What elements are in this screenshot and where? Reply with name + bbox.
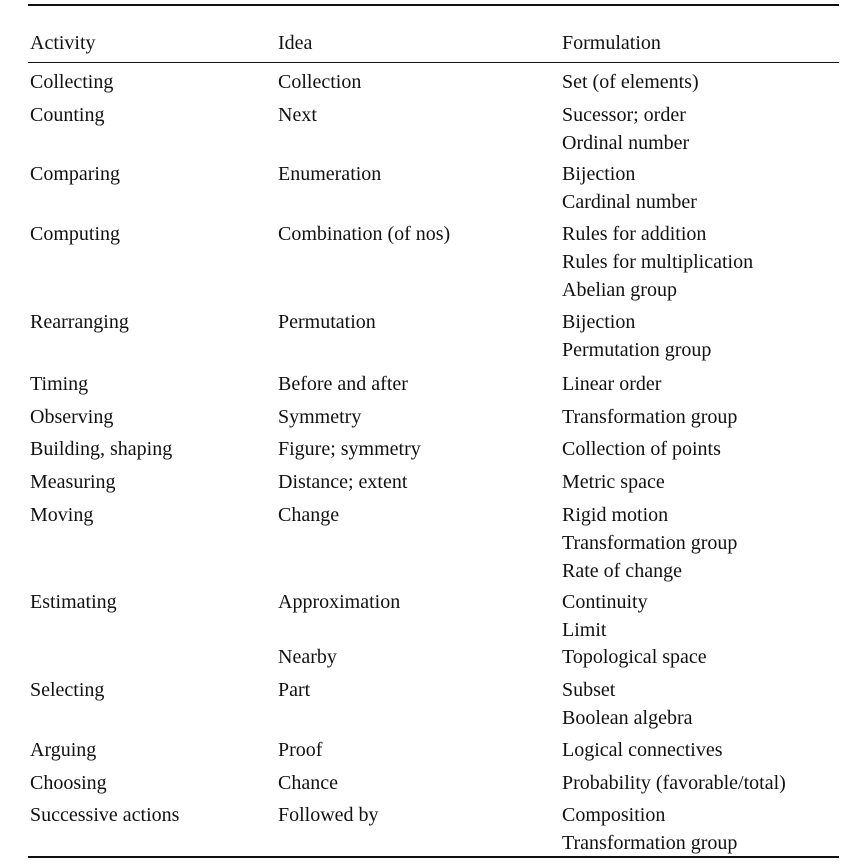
header-formulation: Formulation	[562, 32, 661, 54]
cell-idea: Enumeration	[278, 163, 382, 185]
formulation-line: Logical connectives	[562, 739, 723, 761]
cell-idea: Permutation	[278, 311, 376, 333]
cell-idea: Symmetry	[278, 406, 362, 428]
cell-formulation	[562, 736, 723, 764]
cell-activity: Computing	[30, 223, 121, 245]
cell-formulation	[562, 403, 737, 431]
cell-activity: Collecting	[30, 71, 114, 93]
cell-idea: Combination (of nos)	[278, 223, 451, 245]
cell-formulation	[562, 676, 693, 732]
formulation-line: Transformation group	[562, 532, 738, 554]
formulation-line: Subset	[562, 679, 616, 701]
cell-activity: Moving	[30, 504, 94, 526]
cell-idea: Part	[278, 679, 311, 701]
formulation-line: Continuity	[562, 591, 648, 613]
formulation-line: Rigid motion	[562, 504, 669, 526]
cell-idea: Nearby	[278, 646, 337, 668]
cell-idea: Figure; symmetry	[278, 438, 421, 460]
formulation-line: Set (of elements)	[562, 71, 699, 93]
cell-activity: Measuring	[30, 471, 116, 493]
cell-idea: Followed by	[278, 804, 379, 826]
formulation-line: Composition	[562, 804, 666, 826]
formulation-line: Metric space	[562, 471, 665, 493]
cell-formulation	[562, 468, 665, 496]
cell-formulation	[562, 101, 689, 157]
top-rule	[28, 4, 839, 6]
cell-formulation	[562, 370, 661, 398]
cell-formulation	[562, 68, 699, 96]
cell-formulation	[562, 769, 786, 797]
bottom-rule	[28, 856, 839, 858]
cell-idea: Chance	[278, 772, 338, 794]
header-idea: Idea	[278, 32, 313, 54]
cell-activity: Timing	[30, 373, 89, 395]
formulation-line: Ordinal number	[562, 132, 690, 154]
cell-idea: Change	[278, 504, 340, 526]
cell-idea: Next	[278, 104, 317, 126]
cell-activity: Building, shaping	[30, 438, 173, 460]
cell-formulation	[562, 643, 707, 671]
formulation-line: Linear order	[562, 373, 662, 395]
formulation-line: Rules for addition	[562, 223, 707, 245]
cell-formulation	[562, 435, 721, 463]
cell-formulation	[562, 308, 711, 364]
cell-idea: Distance; extent	[278, 471, 408, 493]
cell-formulation	[562, 220, 753, 304]
cell-activity: Arguing	[30, 739, 97, 761]
formulation-line: Transformation group	[562, 406, 738, 428]
cell-formulation	[562, 160, 697, 216]
cell-idea: Collection	[278, 71, 362, 93]
formulation-line: Cardinal number	[562, 191, 697, 213]
cell-activity: Estimating	[30, 591, 117, 613]
formulation-line: Topological space	[562, 646, 707, 668]
formulation-line: Rules for multiplication	[562, 251, 754, 273]
formulation-line: Boolean algebra	[562, 707, 693, 729]
header-activity: Activity	[30, 32, 96, 54]
formulation-line: Collection of points	[562, 438, 721, 460]
formulation-line: Abelian group	[562, 279, 677, 301]
formulation-line: Bijection	[562, 163, 636, 185]
cell-activity: Successive actions	[30, 804, 180, 826]
cell-formulation	[562, 588, 648, 644]
cell-activity: Counting	[30, 104, 105, 126]
cell-activity: Observing	[30, 406, 114, 428]
formulation-line: Limit	[562, 619, 607, 641]
cell-activity: Rearranging	[30, 311, 129, 333]
formulation-line: Probability (favorable/total)	[562, 772, 786, 794]
cell-formulation	[562, 801, 737, 857]
formulation-line: Transformation group	[562, 832, 738, 854]
cell-activity: Selecting	[30, 679, 105, 701]
formulation-line: Sucessor; order	[562, 104, 686, 126]
cell-activity: Choosing	[30, 772, 107, 794]
cell-idea: Before and after	[278, 373, 408, 395]
cell-formulation	[562, 501, 737, 585]
cell-idea: Approximation	[278, 591, 401, 613]
formulation-line: Rate of change	[562, 560, 682, 582]
formulation-line: Permutation group	[562, 339, 712, 361]
cell-activity: Comparing	[30, 163, 120, 185]
formulation-line: Bijection	[562, 311, 636, 333]
cell-idea: Proof	[278, 739, 323, 761]
header-rule	[28, 62, 839, 63]
